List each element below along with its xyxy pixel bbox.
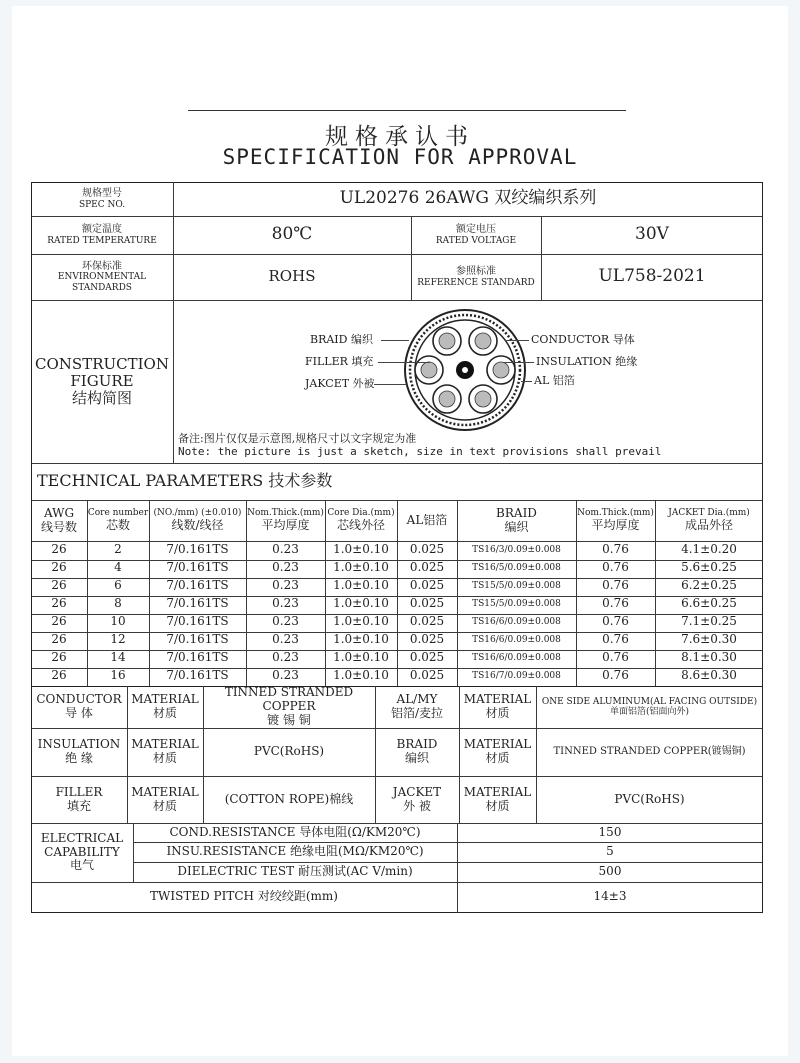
- tech-header-cn: 平均厚度: [591, 517, 640, 532]
- tech-table-cell: 16: [110, 668, 126, 683]
- tech-table-cell: 0.23: [272, 632, 299, 647]
- tech-table-cell: 8: [114, 596, 122, 611]
- al-my-label: AL/MY 铝箔/麦拉: [390, 692, 444, 720]
- tech-header-en: Nom.Thick.(mm): [577, 508, 654, 519]
- cable-cross-section-figure: [403, 308, 527, 432]
- filler-label: FILLER 填充: [55, 784, 103, 813]
- tech-table-cell: 7/0.161TS: [166, 542, 229, 557]
- tech-table-cell: 4.1±0.20: [681, 542, 737, 557]
- tech-table-cell: TS16/5/0.09±0.008: [472, 562, 561, 573]
- braid-callout: BRAID 编织: [310, 333, 373, 346]
- tech-table-cell: 7/0.161TS: [166, 632, 229, 647]
- tech-table-cell: 26: [51, 578, 67, 593]
- tech-table-cell: 7.1±0.25: [681, 614, 737, 629]
- insulation-label: INSULATION 绝 缘: [37, 737, 121, 765]
- environmental-standards-label: 环保标准 ENVIRONMENTAL STANDARDS: [57, 260, 147, 293]
- tech-table-cell: 0.76: [602, 614, 629, 629]
- tech-table-cell: 6: [114, 578, 122, 593]
- tech-table-cell: 1.0±0.10: [333, 614, 389, 629]
- jacket-label: JACKET 外 被: [392, 784, 442, 813]
- tech-header-cell: [397, 500, 457, 541]
- tech-table-cell: 0.025: [409, 596, 445, 611]
- tech-header-cell: [87, 500, 149, 541]
- cond-resistance-label: COND.RESISTANCE 导体电阻(Ω/KM20℃): [169, 824, 421, 839]
- tech-table-cell: 7/0.161TS: [166, 668, 229, 683]
- tech-table-cell: 26: [51, 650, 67, 665]
- tech-header-cn: 芯线外径: [336, 517, 385, 532]
- tech-table-cell: 0.23: [272, 560, 299, 575]
- conductor-label: CONDUCTOR 导 体: [36, 692, 122, 720]
- tech-header-cell: [149, 500, 246, 541]
- tech-table-cell: 6.2±0.25: [681, 578, 737, 593]
- tech-table-cell: 6.6±0.25: [681, 596, 737, 611]
- tech-table-cell: 0.025: [409, 560, 445, 575]
- tech-header-cell: [655, 500, 763, 541]
- dielectric-test-value: 500: [598, 864, 622, 879]
- tech-table-cell: 1.0±0.10: [333, 668, 389, 683]
- tech-table-cell: 8.6±0.30: [681, 668, 737, 683]
- tech-table-cell: 12: [110, 632, 126, 647]
- braid-label: BRAID 编织: [396, 737, 438, 765]
- tech-table-cell: 1.0±0.10: [333, 578, 389, 593]
- tech-table-cell: 0.76: [602, 650, 629, 665]
- tech-table-cell: 5.6±0.25: [681, 560, 737, 575]
- tech-table-cell: 10: [110, 614, 126, 629]
- tech-header-cn: 线数/线径: [171, 517, 224, 532]
- filler-material-label: MATERIAL 材质: [131, 784, 199, 813]
- tech-table-cell: 7/0.161TS: [166, 650, 229, 665]
- tech-table-cell: 26: [51, 668, 67, 683]
- tech-table-cell: 14: [110, 650, 126, 665]
- tech-header-en: (NO./mm) (±0.010): [153, 508, 242, 519]
- jacket-material-value: PVC(RoHS): [614, 791, 685, 806]
- tech-header-en: AWG: [43, 505, 75, 520]
- braid-material-value: TINNED STRANDED COPPER(镀锡铜): [553, 746, 746, 758]
- tech-header-en: Core number: [87, 508, 149, 519]
- tech-table-cell: 0.76: [602, 578, 629, 593]
- tech-table-cell: 0.025: [409, 632, 445, 647]
- rated-temperature-label: 额定温度 RATED TEMPERATURE: [47, 224, 157, 246]
- tech-table-cell: 7/0.161TS: [166, 578, 229, 593]
- tech-header-cell: [457, 500, 576, 541]
- tech-table-cell: 0.23: [272, 596, 299, 611]
- insulation-callout: INSULATION 绝缘: [536, 355, 638, 368]
- insu-resistance-label: INSU.RESISTANCE 绝缘电阻(MΩ/KM20℃): [166, 844, 424, 859]
- spec-no-value: UL20276 26AWG 双绞编织系列: [339, 188, 597, 209]
- tech-header-cn: 编织: [504, 519, 529, 534]
- tech-table-cell: 1.0±0.10: [333, 632, 389, 647]
- conductor-material-value: TINNED STRANDED COPPER 镀 锡 铜: [224, 686, 354, 727]
- tech-header-en: BRAID: [496, 505, 537, 520]
- rated-voltage-value: 30V: [635, 224, 669, 245]
- braid-material-label: MATERIAL 材质: [463, 737, 532, 765]
- tech-header-cell: [325, 500, 397, 541]
- technical-parameters-title: TECHNICAL PARAMETERS 技术参数: [37, 471, 333, 491]
- tech-header-cn: 平均厚度: [261, 517, 310, 532]
- construction-figure-label: CONSTRUCTION FIGURE 结构简图: [35, 354, 169, 408]
- conductor-material-label: MATERIAL 材质: [131, 692, 199, 720]
- tech-table-cell: 0.025: [409, 542, 445, 557]
- tech-table-cell: TS15/5/0.09±0.008: [472, 580, 561, 591]
- tech-table-cell: 0.025: [409, 614, 445, 629]
- tech-table-cell: 0.23: [272, 668, 299, 683]
- tech-header-cell: [246, 500, 325, 541]
- rated-temperature-value: 80℃: [271, 224, 313, 245]
- dielectric-test-label: DIELECTRIC TEST 耐压测试(AC V/min): [177, 864, 413, 879]
- tech-table-cell: 26: [51, 596, 67, 611]
- insulation-material-value: PVC(RoHS): [253, 744, 325, 759]
- tech-header-en: Nom.Thick.(mm): [247, 508, 324, 519]
- al-callout: AL 铝箔: [534, 374, 575, 387]
- twisted-pitch-label: TWISTED PITCH 对绞绞距(mm): [150, 889, 338, 904]
- reference-standard-value: UL758-2021: [598, 266, 706, 287]
- filler-material-value: (COTTON ROPE)棉线: [224, 791, 354, 806]
- tech-table-cell: 8.1±0.30: [681, 650, 737, 665]
- tech-table-cell: 0.025: [409, 650, 445, 665]
- tech-table-cell: 1.0±0.10: [333, 560, 389, 575]
- tech-table-cell: 0.025: [409, 578, 445, 593]
- conductor-callout: CONDUCTOR 导体: [531, 333, 635, 346]
- construction-note-cn: 备注:图片仅仅是示意图,规格尺寸以文字规定为准: [178, 432, 417, 445]
- title-rule: [188, 110, 626, 111]
- twisted-pitch-value: 14±3: [593, 889, 627, 904]
- filler-callout: FILLER 填充: [305, 355, 374, 368]
- jacket-material-label: MATERIAL 材质: [463, 784, 532, 813]
- tech-table-cell: 7/0.161TS: [166, 596, 229, 611]
- tech-table-cell: TS16/6/0.09±0.008: [472, 634, 561, 645]
- electrical-capability-label: ELECTRICAL CAPABILITY 电气: [40, 830, 124, 873]
- tech-table-cell: 0.76: [602, 560, 629, 575]
- al-material-label: MATERIAL 材质: [463, 692, 532, 720]
- tech-header-cn: 线号数: [40, 519, 77, 534]
- rated-voltage-label: 额定电压 RATED VOLTAGE: [435, 224, 517, 246]
- title-cn: 规格承认书: [325, 124, 475, 150]
- tech-header-cell: [576, 500, 655, 541]
- tech-header-cn: 芯数: [105, 517, 130, 532]
- tech-table-cell: 0.23: [272, 542, 299, 557]
- insulation-material-label: MATERIAL 材质: [131, 737, 199, 765]
- tech-table-cell: TS16/6/0.09±0.008: [472, 616, 561, 627]
- tech-header-cell: [31, 500, 87, 541]
- tech-table-cell: 0.76: [602, 542, 629, 557]
- tech-table-cell: 1.0±0.10: [333, 542, 389, 557]
- tech-table-cell: 0.23: [272, 614, 299, 629]
- insu-resistance-value: 5: [606, 844, 614, 859]
- tech-table-cell: 0.23: [272, 578, 299, 593]
- tech-table-cell: 0.76: [602, 668, 629, 683]
- spec-sheet: [31, 182, 763, 912]
- jacket-callout: JAKCET 外被: [305, 377, 375, 390]
- tech-header-cn: 成品外径: [684, 517, 733, 532]
- tech-table-cell: 7/0.161TS: [166, 614, 229, 629]
- reference-standard-label: 参照标准 REFERENCE STANDARD: [417, 266, 535, 288]
- environmental-standards-value: ROHS: [268, 267, 316, 286]
- construction-note-en: Note: the picture is just a sketch, size in text provisions shall prevail: [178, 445, 662, 458]
- tech-table-cell: 7/0.161TS: [166, 560, 229, 575]
- tech-table-cell: 0.23: [272, 650, 299, 665]
- tech-header-en: JACKET Dia.(mm): [668, 508, 750, 519]
- tech-table-cell: 1.0±0.10: [333, 650, 389, 665]
- tech-table-cell: 26: [51, 542, 67, 557]
- tech-table-cell: 26: [51, 632, 67, 647]
- tech-table-cell: 0.025: [409, 668, 445, 683]
- al-material-value: ONE SIDE ALUMINUM(AL FACING OUTSIDE) 单面铝箔(铝面向外): [541, 696, 758, 717]
- tech-table-cell: 7.6±0.30: [681, 632, 737, 647]
- tech-table-cell: TS16/3/0.09±0.008: [472, 544, 561, 555]
- tech-table-cell: TS16/6/0.09±0.008: [472, 652, 561, 663]
- tech-table-cell: 1.0±0.10: [333, 596, 389, 611]
- tech-table-cell: TS16/7/0.09±0.008: [472, 670, 561, 681]
- tech-header-en: Core Dia.(mm): [327, 508, 395, 519]
- spec-no-label: 规格型号 SPEC NO.: [78, 188, 126, 210]
- tech-table-cell: 0.76: [602, 632, 629, 647]
- tech-table-cell: 26: [51, 560, 67, 575]
- tech-table-cell: 26: [51, 614, 67, 629]
- tech-table-cell: 4: [114, 560, 122, 575]
- title-en: SPECIFICATION FOR APPROVAL: [222, 145, 578, 169]
- cond-resistance-value: 150: [598, 824, 622, 839]
- tech-table-cell: 2: [114, 542, 122, 557]
- tech-header-en: AL铝箔: [406, 512, 448, 527]
- tech-table-cell: 0.76: [602, 596, 629, 611]
- tech-table-cell: TS15/5/0.09±0.008: [472, 598, 561, 609]
